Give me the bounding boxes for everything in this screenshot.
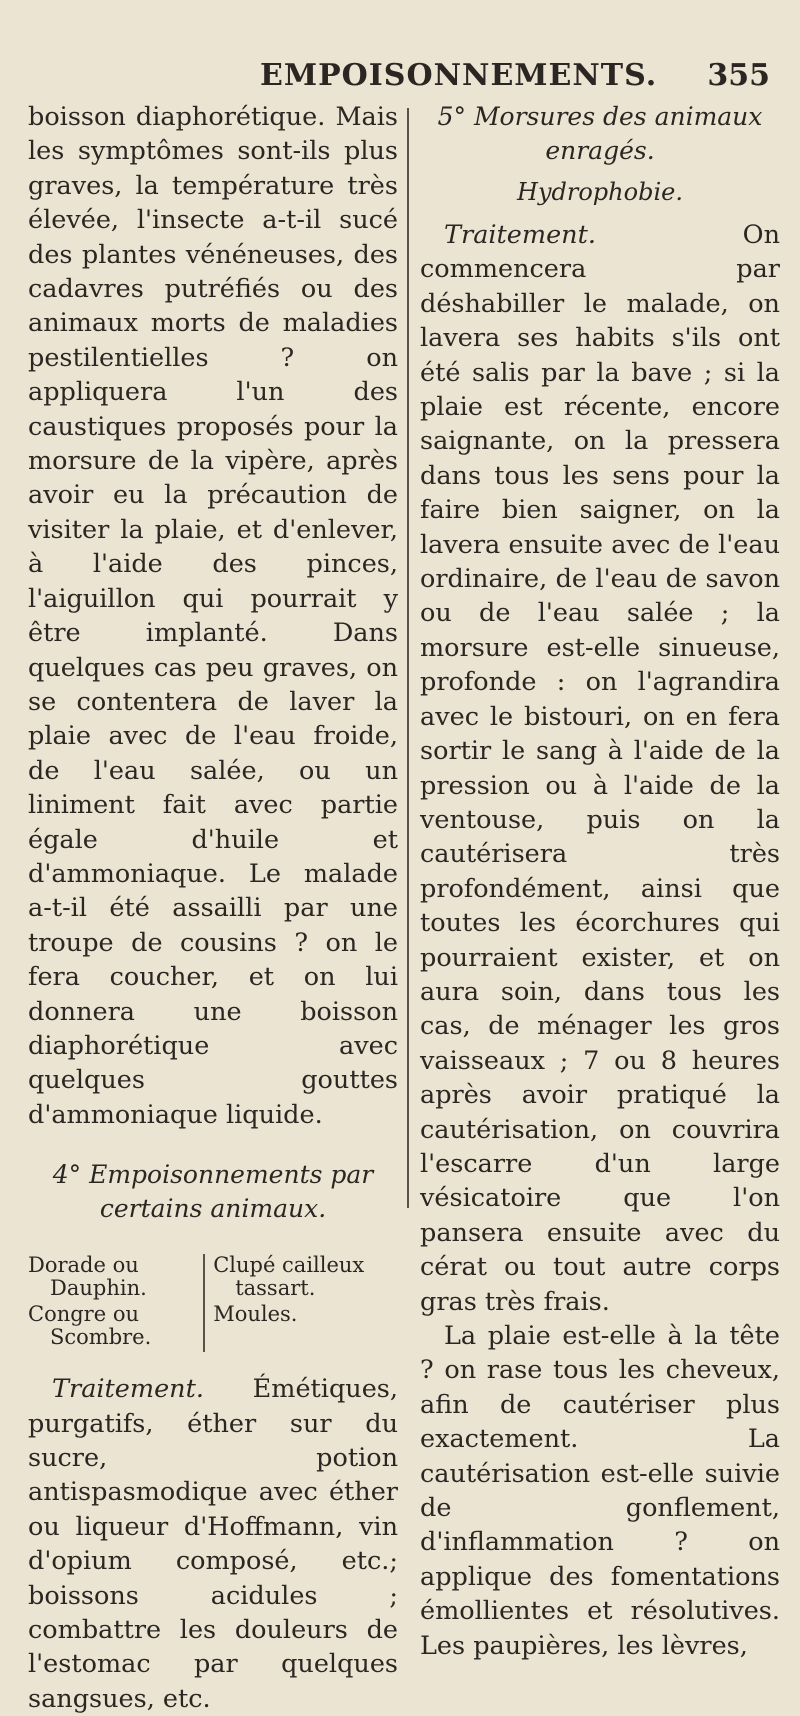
treatment-label: Traitement. — [444, 220, 596, 250]
left-paragraph-1: boisson diaphorétique. Mais les symptômes sont-ils plus graves, la température très élevée, l'insecte a-t-il sucé des plantes vénéneuses, des cadavres putréfiés ou des animaux morts de maladies pestilentielles ? on appliquera l'un des caustiques proposés pour la morsure de la vipère, après avoir eu la précaution de visiter la plaie, et d'enlever, à l'aide des pinces, l'aiguillon qui pourrait y être implanté. Dans quelques cas peu graves, on se contentera de laver la plaie avec de l'eau froide, de l'eau salée, ou un liniment fait avec partie égale d'huile et d'ammoniaque. Le malade a-t-il été assailli par une troupe de cousins ? on le fera coucher, et on lui donnera une boisson diaphorétique avec quelques gouttes d'ammoniaque liquide. — [28, 102, 398, 1130]
left-column — [28, 100, 398, 1716]
right-section-title: 5° Morsures des animaux enragés. — [437, 102, 763, 165]
running-title: EMPOISONNEMENTS. — [260, 58, 658, 93]
species-column-a — [28, 1254, 205, 1352]
species-entry: Moules. — [213, 1302, 298, 1327]
right-column — [420, 100, 780, 1663]
species-entry: Dorade ou Dauphin. — [28, 1253, 147, 1301]
treatment-text: On commencera par déshabiller le malade, on lavera ses habits s'ils ont été salis par la bave ; si la plaie est récente, encore saignante, on la pressera dans tous les sens pour la faire bien saigner, on la lavera ensuite avec de l'eau ordinaire, de l'eau de savon ou de l'eau salée ; la morsure est-elle sinueuse, profonde : on l'agrandira avec le bistouri, on en fera sortir le sang à l'aide de la pression ou à l'aide de la ventouse, puis on la cautérisera très profondément, ainsi que toutes les écorchures qui pourraient exister, et on aura soin, dans tous les cas, de ménager les gros vaisseaux ; 7 ou 8 heures après avoir pratiqué la cautérisation, on couvrira l'escarre d'un large vésicatoire que l'on pansera ensuite avec du cérat ou tout autre corps gras très frais. — [420, 220, 780, 1317]
column-divider — [407, 108, 409, 1208]
treatment-label: Traitement. — [52, 1374, 204, 1405]
species-entry: Clupé cailleux tassart. — [213, 1253, 365, 1301]
page-header — [0, 58, 800, 98]
treatment-text: Émétiques, purgatifs, éther sur du sucre, potion antispasmodique avec éther ou liqueur d'Hoffmann, vin d'opium composé, etc.; boissons acidules ; combattre les douleurs de l'estomac par quelques sangsues, etc. — [28, 1374, 398, 1714]
left-treatment-paragraph — [28, 1372, 398, 1716]
species-list — [28, 1254, 398, 1352]
page-number: 355 — [707, 58, 770, 93]
right-paragraph-1 — [420, 218, 780, 1319]
species-entry: Congre ou Scombre. — [28, 1302, 152, 1350]
right-paragraph-2: La plaie est-elle à la tête ? on rase tous les cheveux, afin de cautériser plus exactement. La cautérisation est-elle suivie de gonflement, d'inflammation ? on applique des fomentations émollientes et résolutives. Les paupières, les lèvres, — [420, 1321, 780, 1661]
species-column-b — [205, 1254, 398, 1352]
left-section-title: 4° Empoisonnements par certains animaux. — [52, 1160, 374, 1224]
right-subtitle: Hydrophobie. — [517, 178, 683, 206]
